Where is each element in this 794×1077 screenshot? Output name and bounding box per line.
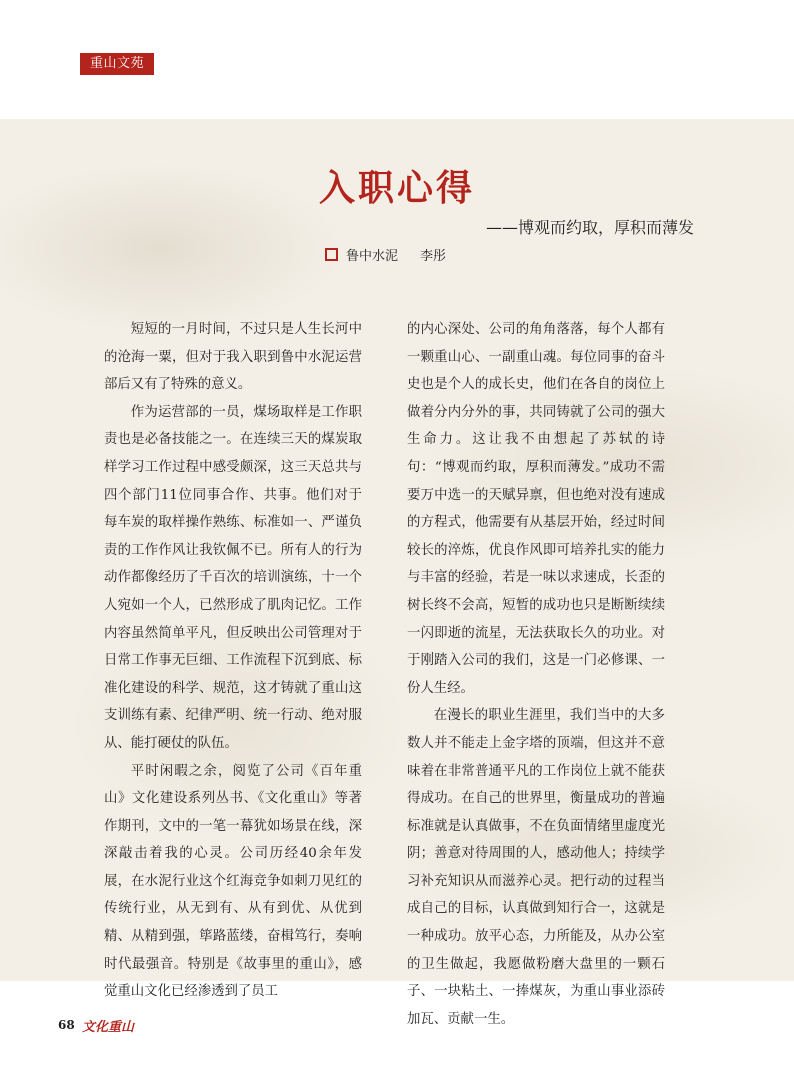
paragraph: 短短的一月时间，不过只是人生长河中的沧海一粟，但对于我入职到鲁中水泥运营部后又有了特殊的意义。 <box>104 322 362 393</box>
magazine-name: 文化重山 <box>82 1020 135 1035</box>
square-bullet-icon <box>325 248 338 261</box>
paragraph: 作为运营部的一员，煤场取样是工作职责也是必备技能之一。在连续三天的煤炭取样学习工作过程中感受颇深，这三天总共与四个部门11位同事合作、共事。他们对于每车炭的取样操作熟练、标准如一、严谨负责的工作作风让我钦佩不已。所有人的行为动作都像经历了千百次的培训演练，十一个人宛如一个人，已然形成了肌肉记忆。工作内容虽然简单平凡，但反映出公司管理对于日常工作事无巨细、工作流程下沉到底、标准化建设的科学、规范，这才铸就了重山这支训练有素、纪律严明、统一行动、绝对服从、能打硬仗的队伍。 <box>104 404 362 751</box>
article-subtitle: ——博观而约取，厚积而薄发 <box>485 218 694 237</box>
byline-org: 鲁中水泥 <box>346 249 399 264</box>
paragraph: 平时闲暇之余，阅览了公司《百年重山》文化建设系列丛书、《文化重山》等著作期刊，文中的一笔一幕犹如场景在线，深深敲击着我的心灵。公司历经40余年发展，在水泥行业这个红海竞争如刺刀见红的传统行业，从无到有、从有到优、从优到精、从精到强，筚路蓝缕，奋楫笃行，奏响时代最强音。特别是《故事里的重山》，感觉重山文化已经渗透到了员工 <box>104 763 362 1000</box>
paragraph: 在漫长的职业生涯里，我们当中的大多数人并不能走上金字塔的顶端，但这并不意味着在非常普通平凡的工作岗位上就不能获得成功。在自己的世界里，衡量成功的普遍标准就是认真做事，不在负面情绪里虚度光阴；善意对待周围的人，感动他人；持续学习补充知识从而滋养心灵。把行动的过程当成自己的目标，认真做到知行合一，这就是一种成功。放平心态，力所能及，从办公室的卫生做起，我愿做粉磨大盘里的一颗石子、一块粘土、一捧煤灰，为重山事业添砖加瓦、贡献一生。 <box>407 708 665 1027</box>
article-title: 入职心得 <box>318 167 475 209</box>
byline <box>325 245 446 264</box>
page-number: 68 <box>58 1018 75 1032</box>
right-column <box>407 316 665 1033</box>
paragraph-continuation: 的内心深处、公司的角角落落，每个人都有一颗重山心、一副重山魂。每位同事的奋斗史也是个人的成长史，他们在各自的岗位上做着分内分外的事，共同铸就了公司的强大生命力。这让我不由想起了苏轼的诗句：“博观而约取，厚积而薄发。”成功不需要万中选一的天赋异禀，但也绝对没有速成的方程式，他需要有从基层开始，经过时间较长的淬炼，优良作风即可培养扎实的能力与丰富的经验，若是一味以求速成，长歪的树长终不会高，短暂的成功也只是断断续续一闪即逝的流星，无法获取长久的功业。对于刚踏入公司的我们，这是一门必修课、一份人生经。 <box>407 322 665 696</box>
left-column <box>104 316 362 1006</box>
section-tag: 重山文苑 <box>80 53 154 75</box>
byline-author: 李彤 <box>420 249 447 264</box>
